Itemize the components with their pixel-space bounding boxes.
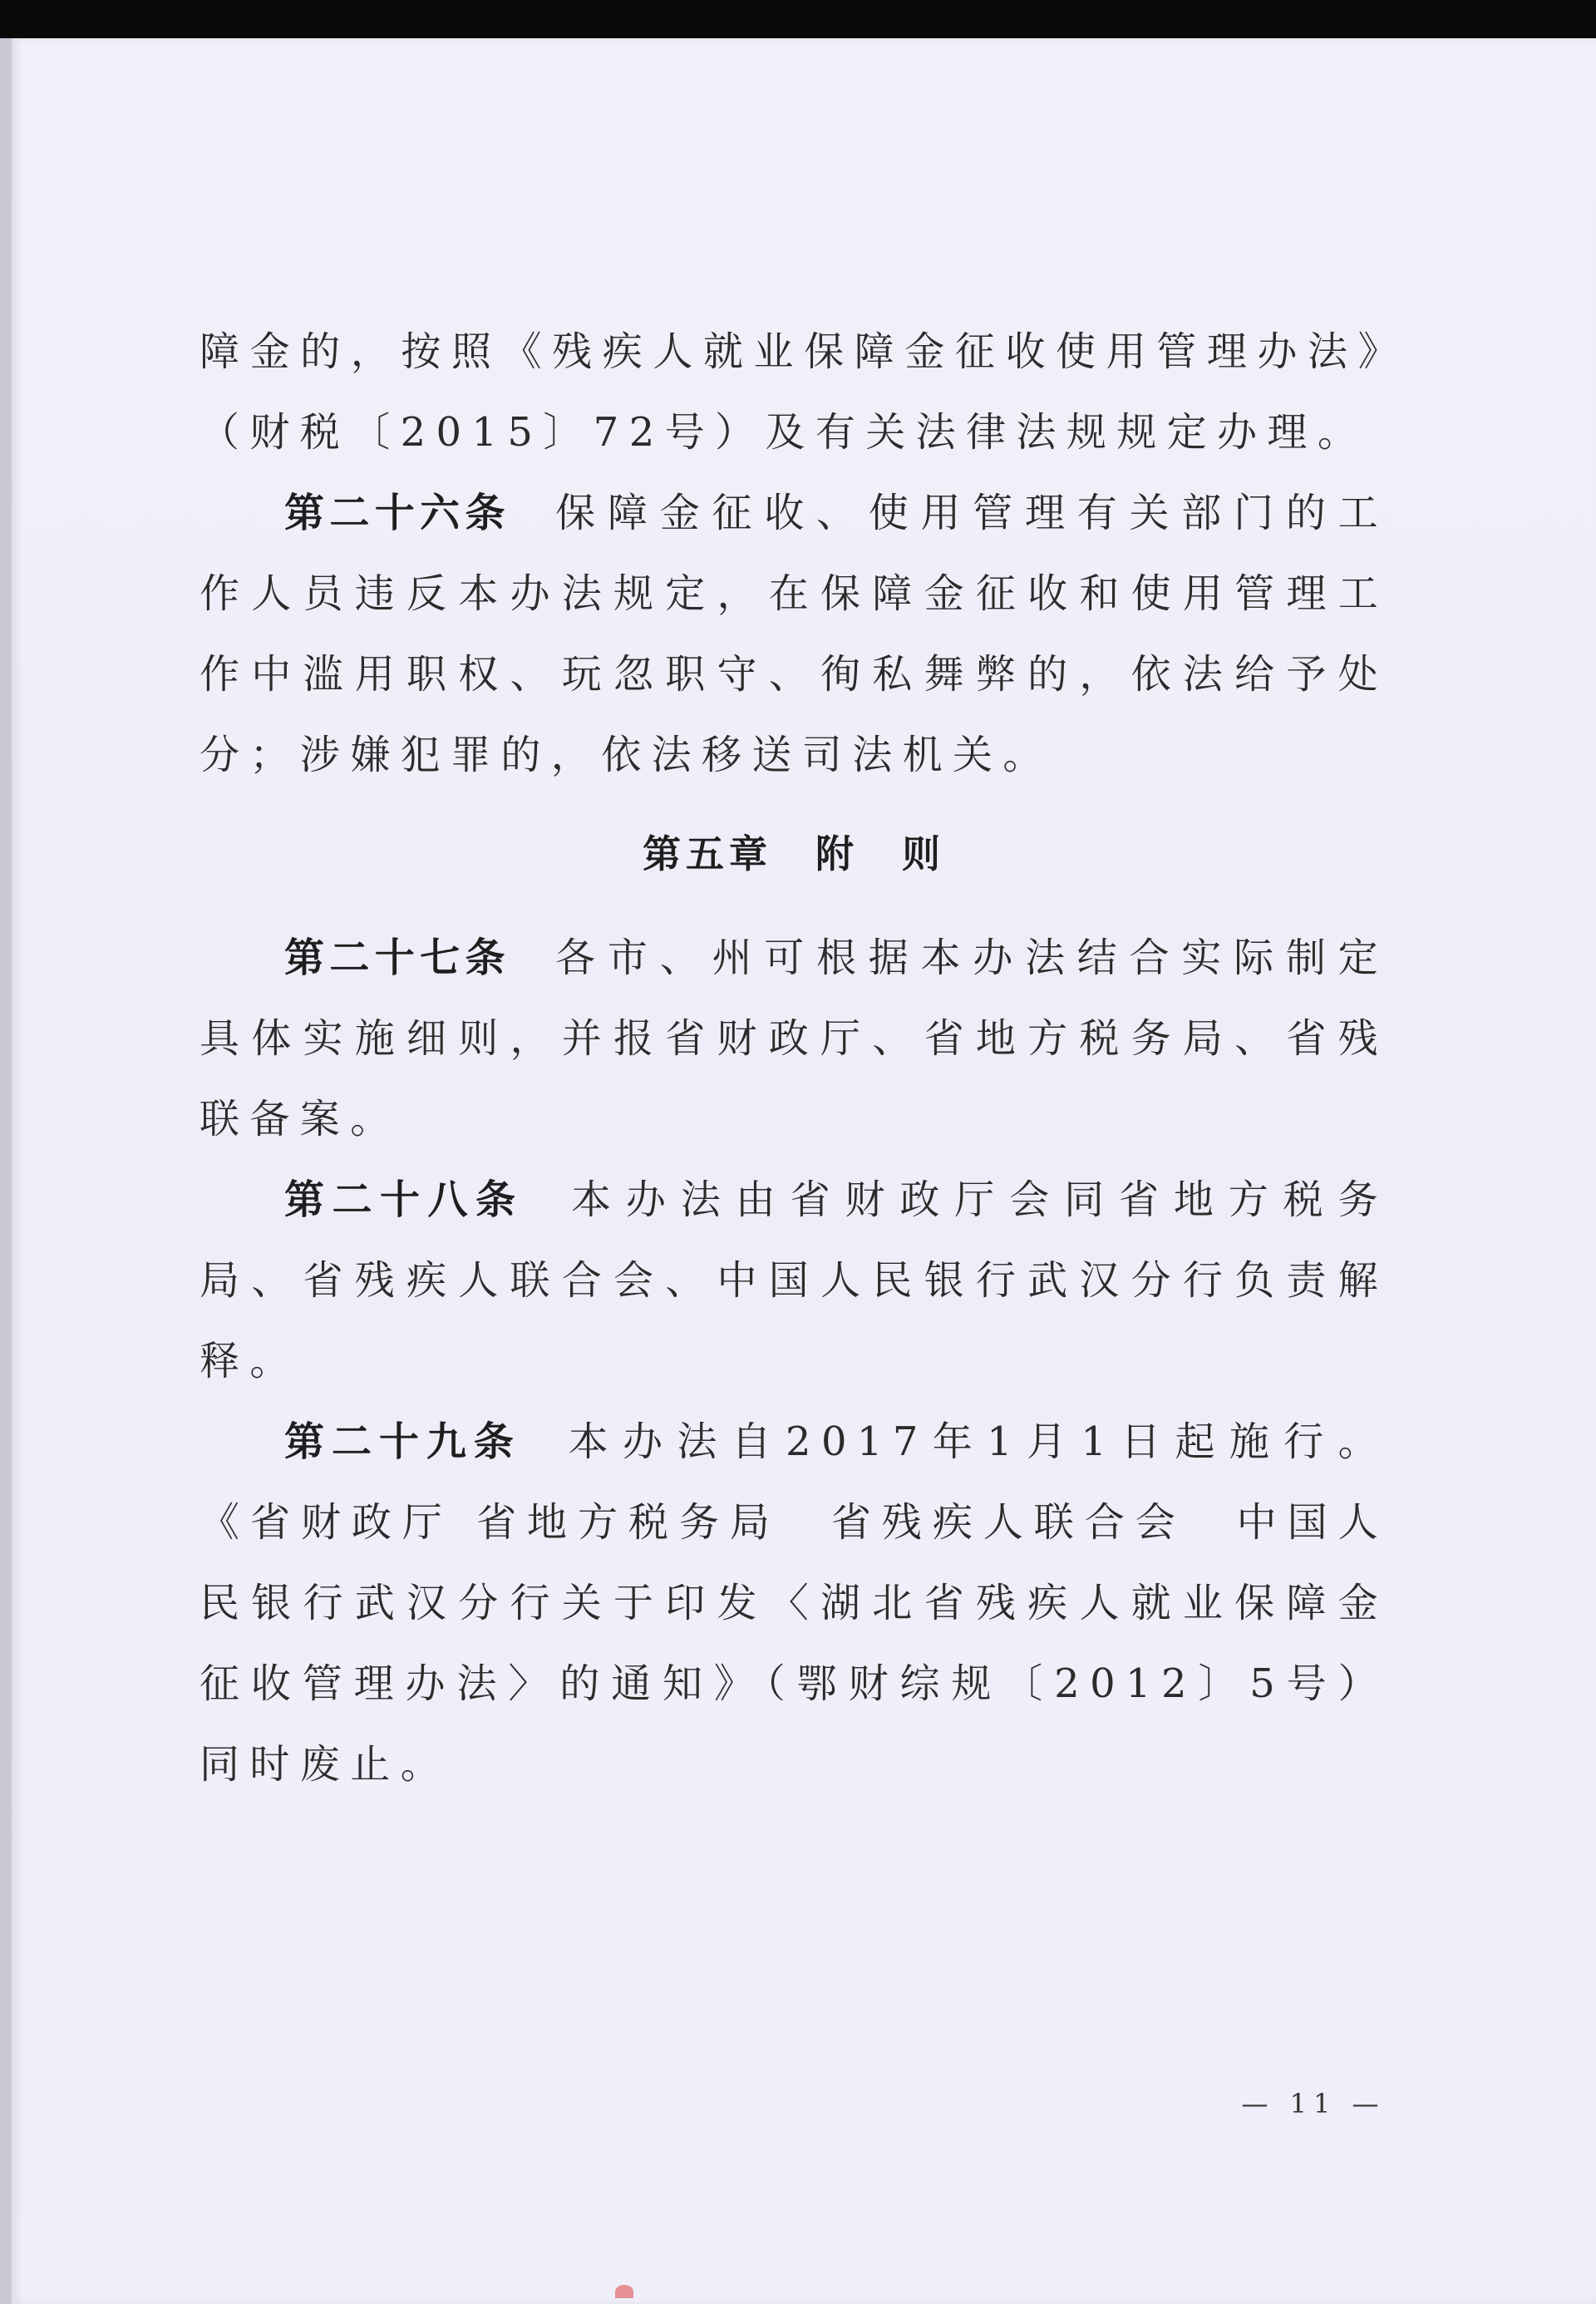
article-29-heading: 第二十九条 xyxy=(284,1418,521,1465)
article-26 xyxy=(200,473,1388,796)
document-body xyxy=(200,312,1388,1805)
article-29-text: 本办法自2017年1月1日起施行。《省财政厅 省地方税务局 省残疾人联合会 中国人民银行武汉分行关于印发〈湖北省残疾人就业保障金征收管理办法〉的通知》（鄂财综规〔2012〕5号）同时废止。 xyxy=(200,1418,1388,1788)
article-27-heading: 第二十七条 xyxy=(284,935,510,981)
chapter-title: 第五章 附 则 xyxy=(643,831,945,876)
article-28 xyxy=(200,1160,1388,1402)
scan-border-top xyxy=(0,0,1596,38)
paragraph-continuation: 障金的，按照《残疾人就业保障金征收使用管理办法》（财税〔2015〕72号）及有关法律法规规定办理。 xyxy=(200,328,1388,456)
page-number: — 11 — xyxy=(1241,2088,1386,2119)
article-28-text: 本办法由省财政厅会同省地方税务局、省残疾人联合会、中国人民银行武汉分行负责解释。 xyxy=(200,1177,1388,1384)
red-seal-fragment xyxy=(615,2285,633,2298)
article-27-text: 各市、州可根据本办法结合实际制定具体实施细则，并报省财政厅、省地方税务局、省残联备案。 xyxy=(200,935,1388,1142)
article-27 xyxy=(200,918,1388,1160)
article-29 xyxy=(200,1402,1388,1805)
article-28-heading: 第二十八条 xyxy=(284,1177,524,1223)
scan-border-left xyxy=(0,38,12,2304)
article-26-heading: 第二十六条 xyxy=(284,490,510,536)
article-26-text: 保障金征收、使用管理有关部门的工作人员违反本办法规定，在保障金征收和使用管理工作中滥用职权、玩忽职守、徇私舞弊的，依法给予处分；涉嫌犯罪的，依法移送司法机关。 xyxy=(200,490,1388,778)
